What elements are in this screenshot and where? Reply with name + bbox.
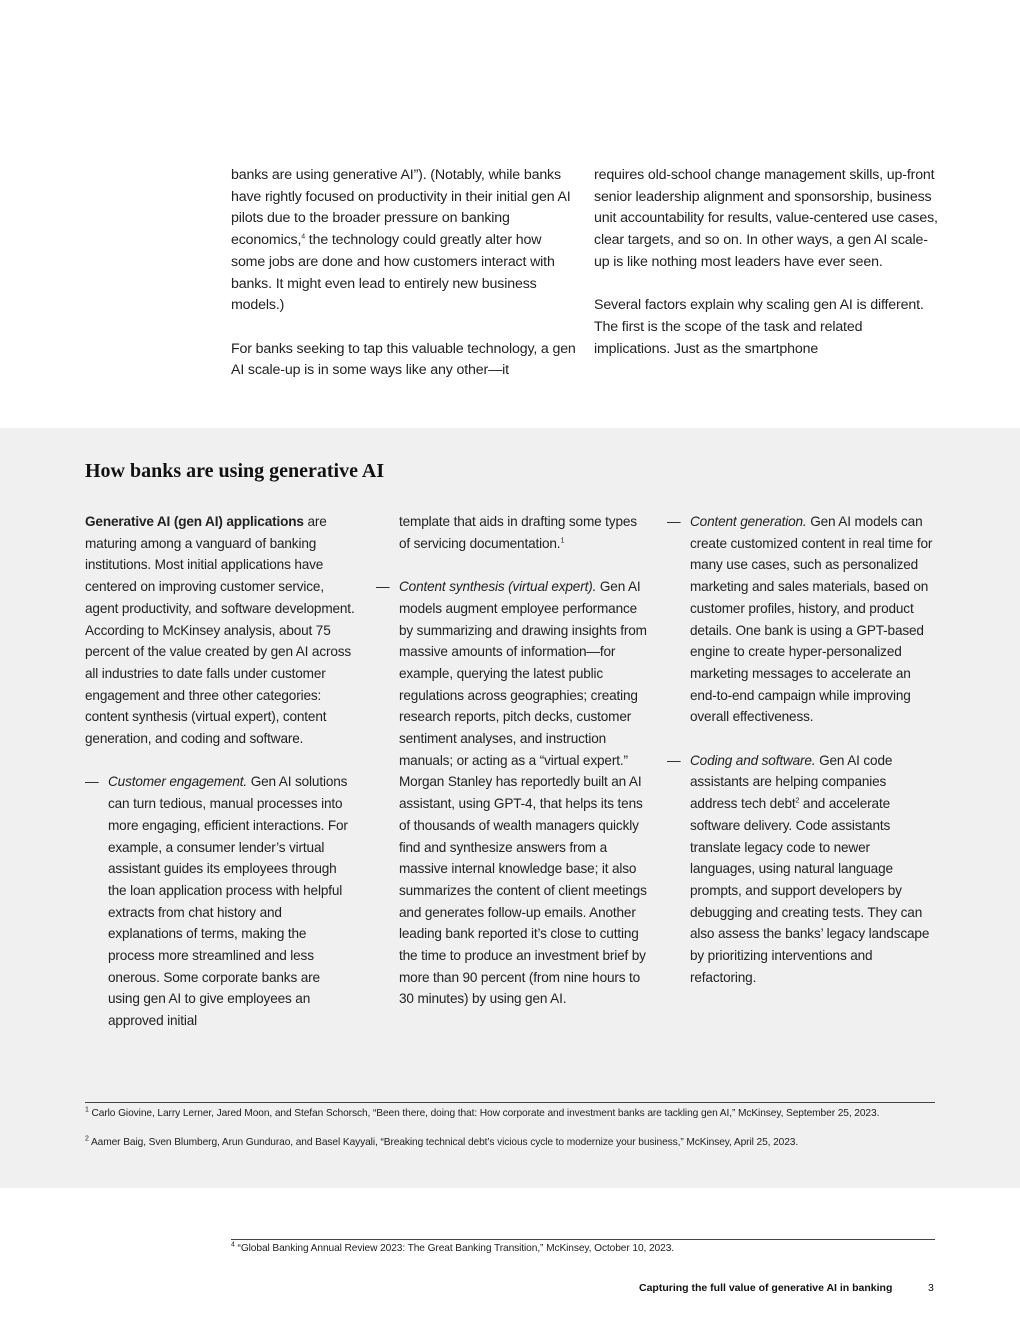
page-footnote-divider — [231, 1239, 935, 1240]
footnote-divider — [85, 1102, 935, 1103]
item-label: Coding and software. — [690, 752, 816, 768]
sidebar-footnote-1: $^1$ Carlo Giovine, Larry Lerner, Jared Moon, and Stefan Schorsch, “Been there, doing that: How corporate and investment banks are tackling gen AI,” McKinsey, September 25, 2023. — [85, 1106, 880, 1119]
footnote-ref[interactable]: 1 — [560, 537, 565, 545]
item-label: Content generation. — [690, 514, 807, 529]
dash-marker: — — [667, 514, 681, 529]
intro-bold: Generative AI (gen AI) applications — [85, 514, 304, 529]
sidebar-title: How banks are using generative AI — [85, 460, 385, 482]
sidebar-intro: Generative AI (gen AI) applications are maturing among a vanguard of banking institutions. Most initial applications have centered on improving customer service, agent productivity, and software development. According to McKinsey analysis, about 75 percent of the value created by gen AI across all industries to date falls under customer engagement and three other categories: content synthesis (virtual expert), content generation, and coding and software. — [85, 514, 355, 747]
list-item-continued: template that aids in drafting some types of servicing documentation.$^1$ — [399, 514, 637, 551]
list-item-content-generation: — Content generation. Gen AI models can create customized content in real time for many use cases, such as personalized marketing and sales materials, based on customer profiles, history, and product details. One bank is using a GPT-based engine to create hyper-personalized marketing messages to accelerate an end-to-end campaign while improving overall effectiveness. — [667, 511, 937, 728]
running-footer-title: Capturing the full value of generative AI in banking — [639, 1282, 893, 1294]
sidebar-column-1 — [85, 511, 355, 1032]
sidebar-column-2 — [376, 511, 651, 1010]
body-paragraph: banks are using generative AI”). (Notably, while banks have rightly focused on productivity in their initial gen AI pilots due to the broader pressure on banking economics,$^4$ the technology could greatly alter how some jobs are done and how customers interact with banks. It might even lead to entirely new business models.) — [231, 167, 571, 314]
body-paragraph: Several factors explain why scaling gen AI is different. The first is the scope of the task and related implications. Just as the smartphone — [594, 297, 924, 357]
list-item-customer-engagement: — Customer engagement. Gen AI solutions can turn tedious, manual processes into more engaging, efficient interactions. For example, a consumer lender’s virtual assistant guides its employees through the loan application process with helpful extracts from chat history and explanations of terms, making the process more streamlined and less onerous. Some corporate banks are using gen AI to give employees an approved initial — [85, 771, 355, 1031]
dash-marker: — — [85, 774, 99, 790]
sidebar-column-3 — [667, 511, 937, 988]
item-label: Content synthesis (virtual expert). — [399, 579, 597, 595]
footnote-ref[interactable]: 4 — [301, 233, 306, 241]
sidebar-footnote-2: $^2$ Aamer Baig, Sven Blumberg, Arun Gundurao, and Basel Kayyali, “Breaking technical debt’s vicious cycle to modernize your business,” McKinsey, April 25, 2023. — [85, 1135, 799, 1148]
list-item-content-synthesis: — Content synthesis (virtual expert). Gen AI models augment employee performance by summarizing and drawing insights from massive amounts of information—for example, querying the latest public regulations across geographies; creating research reports, pitch decks, customer sentiment analyses, and instruction manuals; or acting as a “virtual expert.” Morgan Stanley has reportedly built an AI assistant, using GPT-4, that helps its tens of thousands of wealth managers quickly find and synthesize answers from a massive internal knowledge base; it also summarizes the content of client meetings and generates follow-up emails. Another leading bank reported it’s close to cutting the time to produce an investment brief by more than 90 percent (from nine hours to 30 minutes) by using gen AI. — [376, 576, 651, 1010]
page-number: 3 — [928, 1282, 934, 1294]
list-item-coding-software: — Coding and software. Gen AI code assistants are helping companies address tech debt$^2$ and accelerate software delivery. Code assistants translate legacy code to newer languages, using natural language prompts, and support developers by debugging and creating tests. They can also assess the banks’ legacy landscape by prioritizing interventions and refactoring. — [667, 750, 937, 989]
dash-marker: — — [667, 752, 681, 768]
body-column-right — [594, 165, 939, 360]
body-paragraph: requires old-school change management skills, up-front senior leadership alignment and sponsorship, business unit accountability for results, value-centered use cases, clear targets, and so on. In other ways, a gen AI scale-up is like nothing most leaders have ever seen. — [594, 167, 938, 270]
body-column-left — [231, 165, 576, 382]
dash-marker: — — [376, 579, 390, 595]
body-paragraph: For banks seeking to tap this valuable technology, a gen AI scale-up is in some ways like any other—it — [231, 340, 576, 379]
footnote-ref[interactable]: 2 — [795, 797, 800, 805]
page-footnote-4: $^4$ “Global Banking Annual Review 2023: The Great Banking Transition,” McKinsey, October 10, 2023. — [231, 1241, 674, 1254]
item-label: Customer engagement. — [108, 774, 248, 790]
